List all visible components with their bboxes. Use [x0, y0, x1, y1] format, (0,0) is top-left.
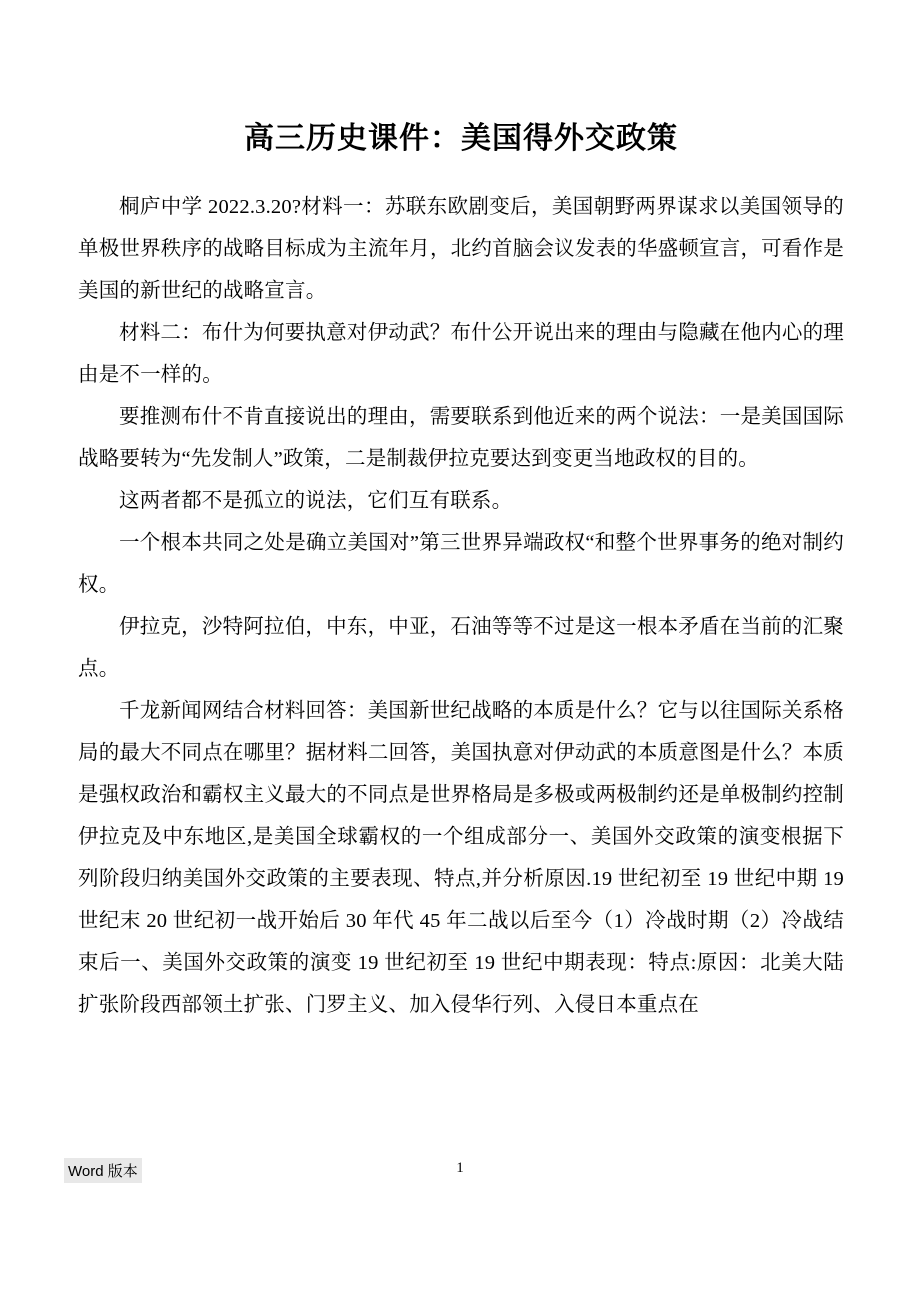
paragraph-6: 伊拉克，沙特阿拉伯，中东，中亚，石油等等不过是这一根本矛盾在当前的汇聚点。: [78, 616, 844, 680]
page-title: 高三历史课件：美国得外交政策: [244, 122, 678, 155]
paragraph-7: 千龙新闻网结合材料回答：美国新世纪战略的本质是什么？它与以往国际关系格局的最大不同点在哪里？据材料二回答，美国执意对伊动武的本质意图是什么？本质是强权政治和霸权主义最大的不同点是世界格局是多极或两极制约还是单极制约控制伊拉克及中东地区,是美国全球霸权的一个组成部分一、美国外交政策的演变根据下列阶段归纳美国外交政策的主要表现、特点,并分析原因.19 世纪初至 19 世纪中期 19 世纪末 20 世纪初一战开始后 30 年代 45 年二战以后至今（1）冷战时期（2）冷战结束后一、美国外交政策的演变 19 世纪初至 19 世纪中期表现：特点:原因：北美大陆扩张阶段西部领土扩张、门罗主义、加入侵华行列、入侵日本重点在: [78, 700, 844, 1016]
paragraph-2: 材料二：布什为何要执意对伊动武？布什公开说出来的理由与隐藏在他内心的理由是不一样的。: [78, 322, 844, 386]
paragraph-1: 桐庐中学 2022.3.20?材料一：苏联东欧剧变后，美国朝野两界谋求以美国领导的单极世界秩序的战略目标成为主流年月，北约首脑会议发表的华盛顿宣言，可看作是美国的新世纪的战略宣言。: [78, 196, 844, 302]
document-body: [78, 118, 844, 1026]
page-footer: [0, 1158, 920, 1198]
page-number: 1: [456, 1160, 464, 1176]
footer-watermark: Word 版本: [64, 1158, 142, 1183]
paragraph-5: 一个根本共同之处是确立美国对”第三世界异端政权“和整个世界事务的绝对制约权。: [78, 532, 844, 596]
paragraph-3: 要推测布什不肯直接说出的理由，需要联系到他近来的两个说法：一是美国国际战略要转为“先发制人”政策，二是制裁伊拉克要达到变更当地政权的目的。: [78, 406, 844, 470]
paragraph-4: 这两者都不是孤立的说法，它们互有联系。: [119, 490, 513, 512]
